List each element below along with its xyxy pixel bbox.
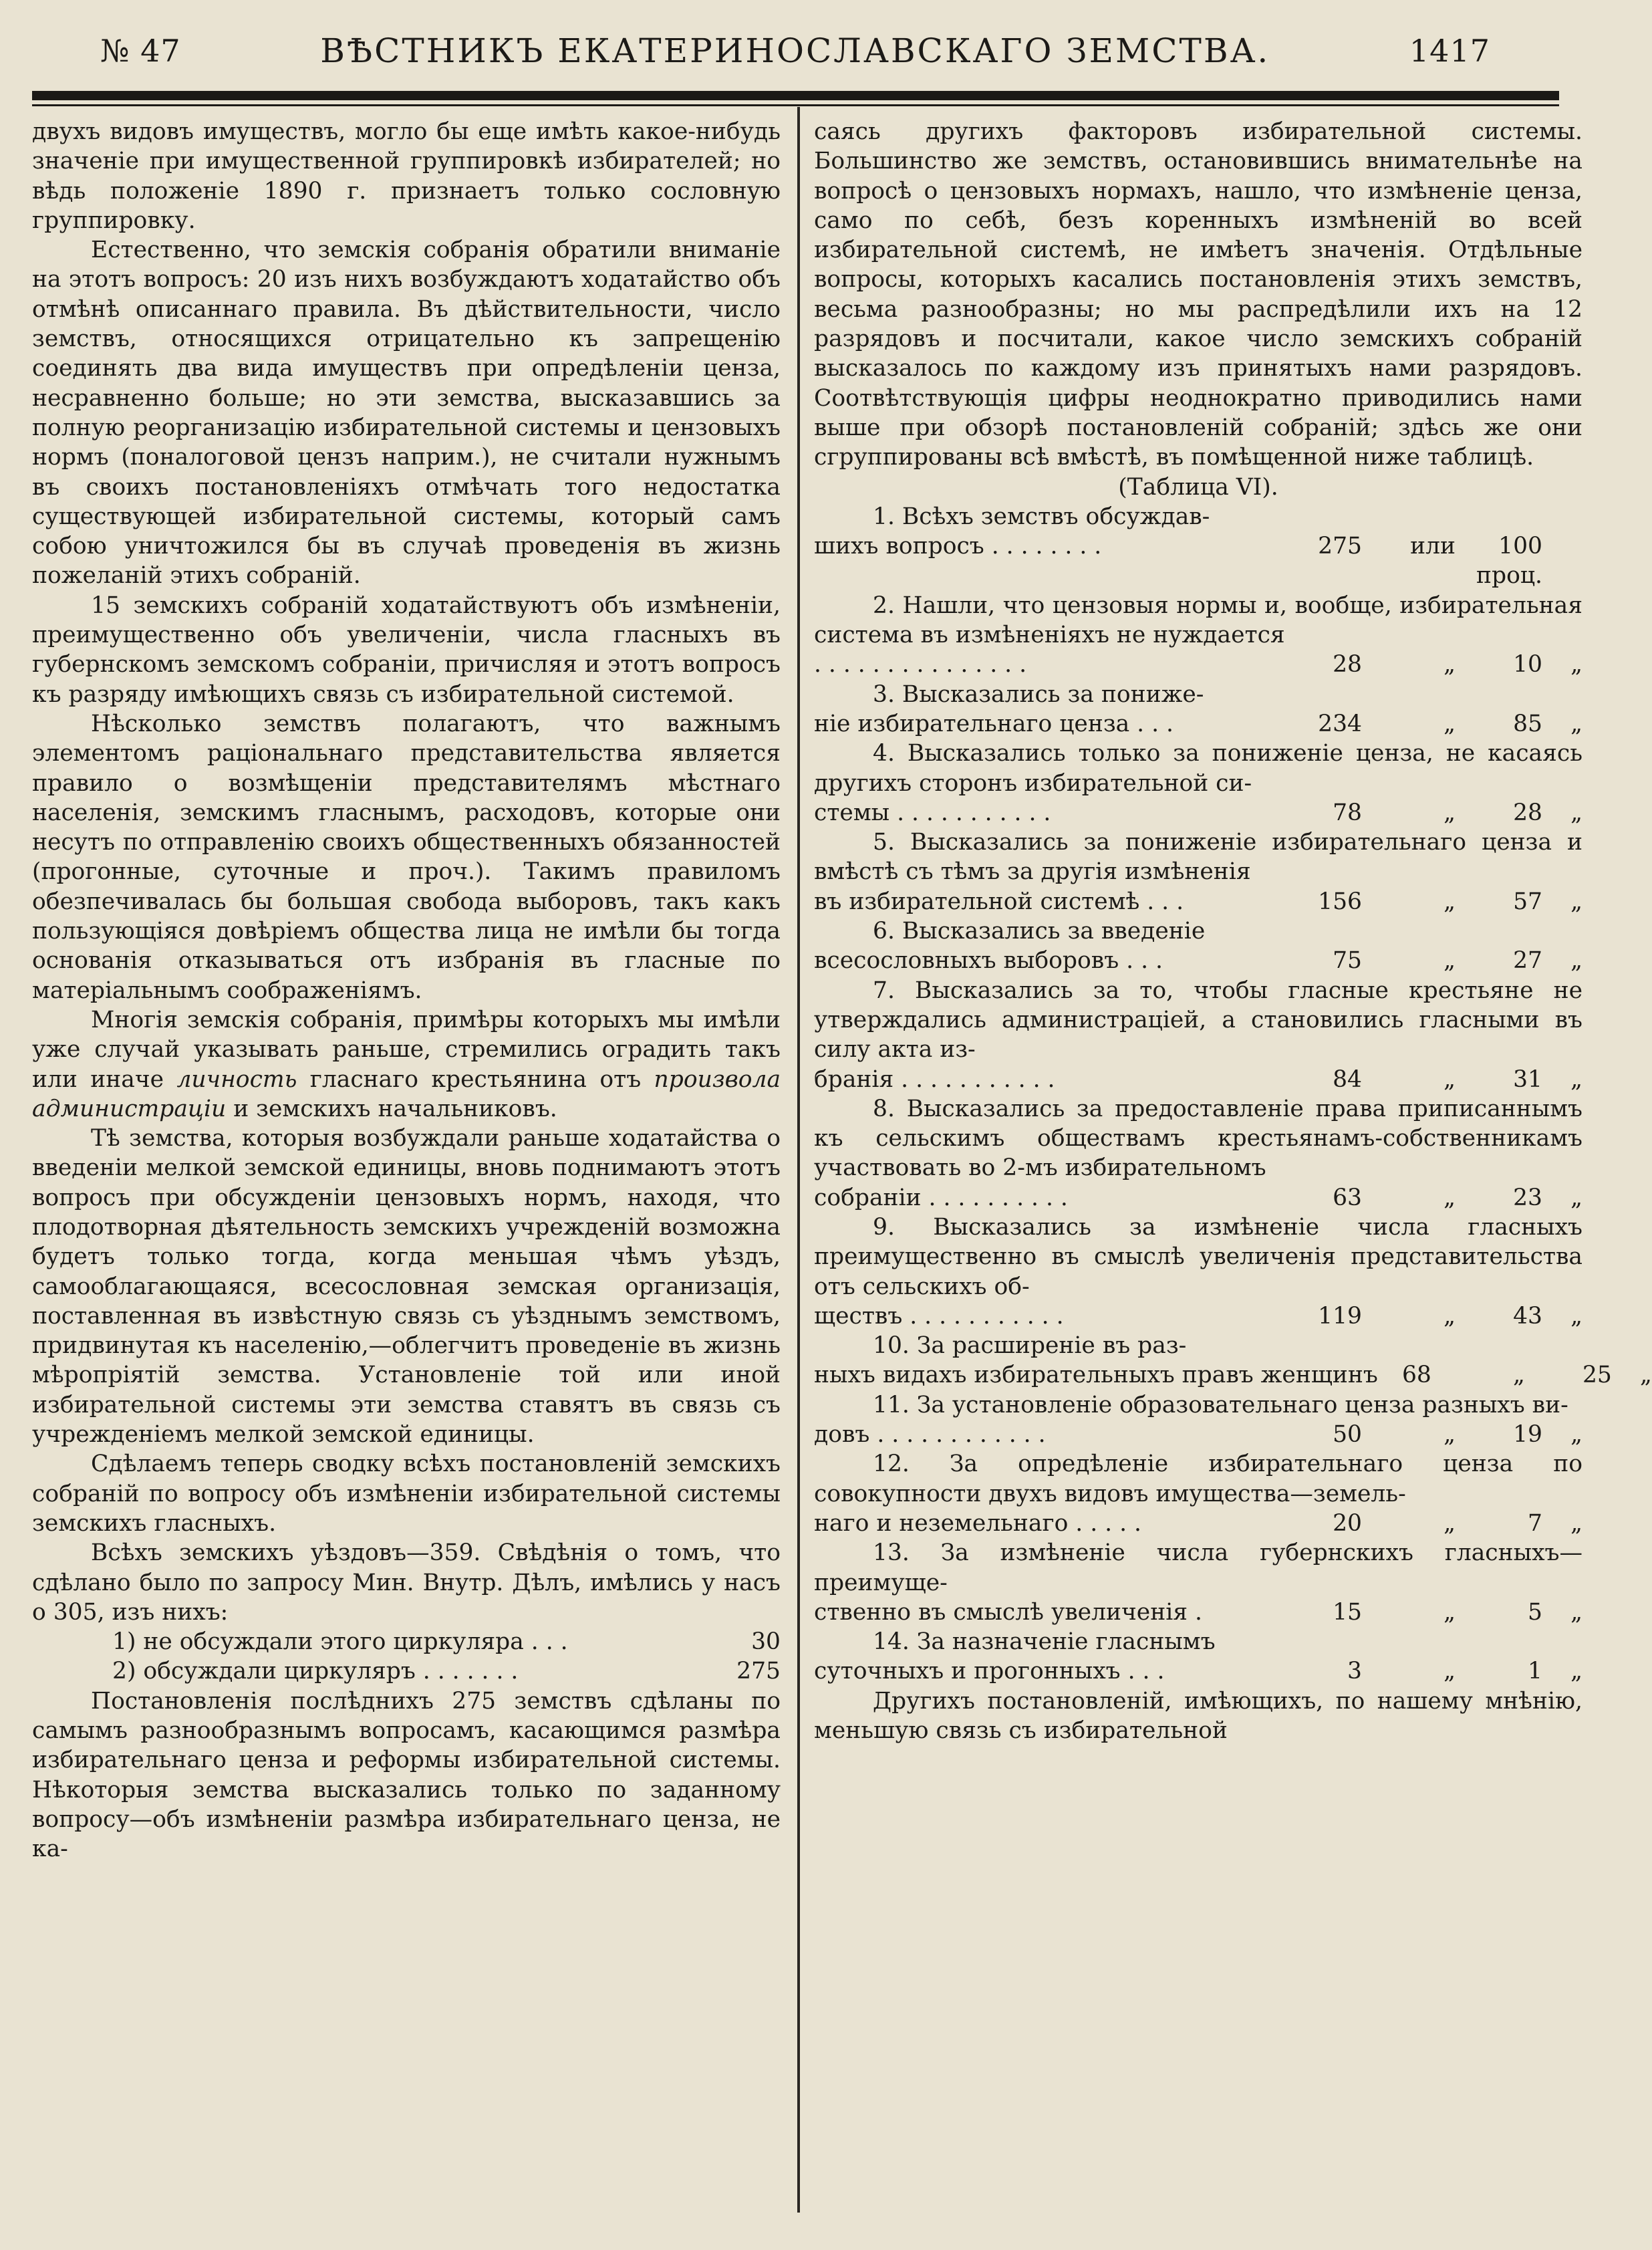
paragraph: саясь другихъ факторовъ избирательной системы. Большинство же земствъ, остановившись внимательнѣе на вопросѣ о цензовыхъ нормахъ, нашло, что измѣненіе ценза, само по себѣ, безъ коренныхъ измѣненій во всей избирательной системѣ, не имѣетъ значенія. Отдѣльные вопросы, которыхъ касались постановленія этихъ земствъ, весьма разнообразны; но мы распредѣлили ихъ на 12 разрядовъ и посчитали, какое число земскихъ собраній высказалось по каждому изъ принятыхъ нами разрядовъ. Соотвѣтствующія цифры неоднократно приводились нами выше при обзорѣ постановленій собраній; здѣсь же они сгруппированы всѣ вмѣстѣ, въ помѣщенной ниже таблицѣ. [814,118,1582,471]
row-percent: 23 [1513,1184,1542,1211]
row-text: 9. Высказались за измѣненіе числа гласныхъ преимущественно въ смыслѣ увеличенія представительства отъ сельскихъ об- [814,1213,1582,1300]
paragraph [32,1005,781,1124]
row-last-line [814,887,1582,916]
row-percent: 100 проц. [1476,533,1542,590]
row-label: ственно въ смыслѣ увеличенія . [814,1598,1202,1626]
emphasis: личность [176,1066,297,1093]
row-percent: 57 [1513,888,1542,915]
table-vi [814,502,1652,1686]
table-row [814,1449,1582,1538]
header-rule-thin [32,104,1559,106]
row-last-line [814,531,1582,591]
row-last-line [814,1301,1582,1331]
table-row [814,976,1582,1094]
paragraph-text: Многія земскія собранія, примѣры которыхъ мы имѣли уже случай указывать раньше, стремились оградить такъ или иначе [32,1006,781,1093]
row-label: собраніи . . . . . . . . . . [814,1184,1068,1211]
row-mid: „ [1443,799,1456,826]
row-count: 20 [1333,1509,1362,1537]
row-mid: „ [1443,1658,1456,1685]
row-percent: 19 [1513,1421,1542,1449]
row-label: въ избирательной системѣ . . . [814,888,1184,915]
row-last-line [814,1598,1582,1627]
row-text: 12. За опредѣленіе избирательнаго ценза по совокупности двухъ видовъ имущества—земель- [814,1451,1582,1507]
row-percent: 31 [1513,1066,1542,1093]
row-mid: „ [1443,888,1456,915]
row-count: 275 [1318,533,1362,560]
table-row [814,591,1582,680]
row-last-line [814,1065,1582,1094]
paragraph: Сдѣлаемъ теперь сводку всѣхъ постановленій земскихъ собраній по вопросу объ измѣненіи избирательной системы земскихъ гласныхъ. [32,1451,781,1537]
running-header [100,24,1490,78]
left-column [32,117,781,2216]
row-label: стемы . . . . . . . . . . . [814,799,1051,826]
row-text: 14. За назначеніе гласнымъ [873,1628,1216,1656]
row-text: 3. Высказались за пониже- [873,680,1204,708]
row-values [1309,1656,1582,1686]
row-count: 15 [1333,1598,1362,1626]
issue-number: № 47 [100,33,181,69]
row-text: 10. За расширеніе въ раз- [873,1332,1187,1360]
row-label: всесословныхъ выборовъ . . . [814,947,1163,975]
row-mid: „ [1443,1302,1456,1330]
row-label: наго и неземельнаго . . . . . [814,1509,1142,1537]
row-values [1378,1360,1652,1390]
paragraph: Тѣ земства, которыя возбуждали раньше ходатайства о введеніи мелкой земской единицы, вновь поднимаютъ этотъ вопросъ при обсужденіи цензовыхъ нормъ, находя, что плодотворная дѣятельность земскихъ учрежденій возможна будетъ только тогда, когда меньшая чѣмъ уѣздъ, самооблагающаяся, всесословная земская организація, поставленная въ извѣстную связь съ уѣзднымъ земствомъ, придвинутая къ населенію,—облегчитъ проведеніе въ жизнь мѣропріятій земства. Установленіе той или иной избирательной системы эти земства ставятъ въ связь съ учрежденіемъ мелкой земской единицы. [32,1125,781,1449]
page-number: 1417 [1409,33,1490,69]
row-label: суточныхъ и прогонныхъ . . . [814,1658,1165,1685]
paragraph: Другихъ постановленій, имѣющихъ, по нашему мнѣнію, меньшую связь съ избирательной [814,1687,1582,1745]
row-mid: „ [1443,651,1456,678]
row-text: 5. Высказались за пониженіе избирательнаго ценза и вмѣстѣ съ тѣмъ за другія измѣненія [814,829,1582,886]
row-mid: „ [1443,710,1456,737]
row-label: ществъ . . . . . . . . . . . [814,1302,1064,1330]
row-count: 28 [1333,651,1362,678]
row-values [1309,1065,1582,1094]
paragraph: 15 земскихъ собраній ходатайствуютъ объ измѣненіи, преимущественно объ увеличеніи, числа гласныхъ въ губернскомъ земскомъ собраніи, причисляя и этотъ вопросъ къ разряду имѣющихъ связь съ избирательной системой. [32,592,781,708]
row-text: 6. Высказались за введеніе [873,918,1206,945]
count-row [32,1627,781,1656]
row-tail: „ [1570,1184,1582,1211]
row-mid: „ [1443,1598,1456,1626]
row-values [1309,531,1582,591]
row-count: 84 [1333,1066,1362,1093]
table-row [814,502,1582,591]
table-row [814,1627,1582,1686]
row-tail: „ [1570,710,1582,737]
row-values [1309,887,1582,916]
table-row [814,739,1582,828]
row-mid: „ [1443,1509,1456,1537]
row-values [1309,709,1582,739]
row-count: 75 [1333,947,1362,975]
row-percent: 25 [1582,1362,1612,1389]
paragraph-text: и земскихъ начальниковъ. [233,1095,557,1122]
row-values [1309,946,1582,975]
table-label: (Таблица VI). [1118,473,1278,501]
row-values [1309,1598,1582,1627]
row-text: 8. Высказались за предоставленіе права приписаннымъ къ сельскимъ обществамъ крестьянамъ-собственникамъ участвовать во 2-мъ избирательномъ [814,1095,1582,1182]
paragraph: двухъ видовъ имуществъ, могло бы еще имѣть какое-нибудь значеніе при имущественной группировкѣ избирателей; но вѣдь положеніе 1890 г. признаетъ только сословную группировку. [32,118,781,234]
count-row [32,1656,781,1686]
row-label: ныхъ видахъ избирательныхъ правъ женщинъ [814,1362,1378,1389]
header-rule [32,91,1559,100]
row-values [1309,1183,1582,1213]
paragraph: Естественно, что земскія собранія обратили вниманіе на этотъ вопросъ: 20 изъ нихъ возбуждаютъ ходатайство объ отмѣнѣ описаннаго правила. Въ дѣйствительности, число земствъ, относящихся отрицательно къ запрещенію соединять два вида имуществъ при опредѣленіи ценза, несравненно больше; но эти земства, высказавшись за полную реорганизацію избирательной системы и цензовыхъ нормъ (поналоговой цензъ наприм.), не считали нужнымъ въ своихъ постановленіяхъ отмѣчать того недостатка существующей избирательной системы, который самъ собою уничтожился бы въ случаѣ проведенія въ жизнь пожеланій этихъ собраній. [32,237,781,590]
row-label: ніе избирательнаго ценза . . . [814,710,1174,737]
row-count: 3 [1347,1658,1362,1685]
row-tail: „ [1570,1421,1582,1449]
row-percent: 43 [1513,1302,1542,1330]
right-column [814,117,1652,2216]
row-tail: „ [1570,799,1582,826]
row-count: 234 [1318,710,1362,737]
row-count: 50 [1333,1421,1362,1449]
row-last-line [814,709,1582,739]
row-last-line [814,1360,1652,1390]
row-percent: 10 [1513,651,1542,678]
row-tail: „ [1570,651,1582,678]
count-value: 30 [751,1628,781,1656]
row-last-line [814,1420,1582,1449]
table-row [814,680,1582,739]
count-label: 2) обсуждали циркуляръ . . . . . . . [112,1658,519,1685]
row-values [1309,1509,1582,1538]
row-label: бранія . . . . . . . . . . . [814,1066,1055,1093]
row-percent: 5 [1528,1598,1542,1626]
count-label: 1) не обсуждали этого циркуляра . . . [112,1628,568,1656]
row-percent: 1 [1528,1658,1542,1685]
row-text: 13. За измѣненіе числа губернскихъ гласныхъ—преимуще- [814,1539,1582,1596]
row-last-line [814,650,1582,679]
row-count: 119 [1318,1302,1362,1330]
row-values [1309,1301,1582,1331]
row-count: 68 [1401,1362,1431,1389]
row-last-line [814,1183,1582,1213]
row-tail: „ [1570,1658,1582,1685]
row-mid: „ [1443,1184,1456,1211]
table-row [814,1538,1582,1627]
table-row [814,1390,1582,1450]
row-last-line [814,1656,1582,1686]
row-text: 1. Всѣхъ земствъ обсуждав- [873,503,1210,530]
row-percent: 85 [1513,710,1542,737]
paragraph: Нѣсколько земствъ полагаютъ, что важнымъ элементомъ раціональнаго представительства является правило о возмѣщеніи представителямъ мѣстнаго населенія, земскимъ гласнымъ, расходовъ, которые они несутъ по отправленію своихъ общественныхъ обязанностей (прогонные, суточные и проч.). Такимъ правиломъ обезпечивалась бы большая свобода выборовъ, такъ какъ пользующіяся довѣріемъ общества лица не имѣли бы тогда основанія отказываться отъ избранія въ гласные по матеріальнымъ соображеніямъ. [32,710,781,1004]
table-row [814,1331,1652,1390]
table-row [814,916,1582,976]
row-tail: „ [1570,888,1582,915]
row-text: 11. За установленіе образовательнаго ценза разныхъ ви- [873,1391,1568,1418]
emphasis: произвола администраціи [32,1066,781,1122]
row-text: 4. Высказались только за пониженіе ценза, не касаясь другихъ сторонъ избирательной си- [814,740,1582,797]
row-count: 63 [1333,1184,1362,1211]
paragraph: Всѣхъ земскихъ уѣздовъ—359. Свѣдѣнія о томъ, что сдѣлано было по запросу Мин. Внутр. Дѣлъ, имѣлись у насъ о 305, изъ нихъ: [32,1539,781,1626]
row-percent: 28 [1513,799,1542,826]
row-last-line [814,798,1582,828]
table-row [814,828,1582,916]
table-row [814,1213,1582,1331]
row-text: 7. Высказались за то, чтобы гласные крестьяне не утверждались администраціей, а становились гласными въ силу акта из- [814,977,1582,1064]
row-tail: „ [1570,1066,1582,1093]
row-percent: 27 [1513,947,1542,975]
column-divider [797,107,800,2213]
row-tail: „ [1570,1598,1582,1626]
row-tail [1542,531,1582,591]
row-mid: „ [1443,1421,1456,1449]
table-row [814,1094,1582,1213]
row-mid: „ [1443,1066,1456,1093]
row-label: довъ . . . . . . . . . . . . [814,1421,1046,1449]
row-label: . . . . . . . . . . . . . . . [814,651,1027,678]
row-mid: „ [1512,1362,1525,1389]
count-value: 275 [736,1658,781,1685]
row-text: 2. Нашли, что цензовыя нормы и, вообще, избирательная система въ измѣненіяхъ не нуждается [814,592,1582,649]
journal-title: ВѢСТНИКЪ ЕКАТЕРИНОСЛАВСКАГО ЗЕМСТВА. [320,31,1270,70]
row-last-line [814,946,1582,975]
row-count: 78 [1333,799,1362,826]
row-values [1309,798,1582,828]
paragraph: Постановленія послѣднихъ 275 земствъ сдѣланы по самымъ разнообразнымъ вопросамъ, касающимся размѣра избирательнаго ценза и реформы избирательной системы. Нѣкоторыя земства высказались только по заданному вопросу—объ измѣненіи размѣра избирательнаго ценза, не ка- [32,1687,781,1863]
row-label: шихъ вопросъ . . . . . . . . [814,533,1102,560]
row-percent: 7 [1528,1509,1542,1537]
row-mid: „ [1443,947,1456,975]
row-values [1309,1420,1582,1449]
row-values [1309,650,1582,679]
row-tail: „ [1639,1362,1652,1389]
row-tail: „ [1570,1509,1582,1537]
row-tail: „ [1570,947,1582,975]
row-tail: „ [1570,1302,1582,1330]
row-count: 156 [1318,888,1362,915]
row-mid: или [1410,533,1456,560]
paragraph-text: гласнаго крестьянина отъ [309,1066,642,1093]
row-last-line [814,1509,1582,1538]
